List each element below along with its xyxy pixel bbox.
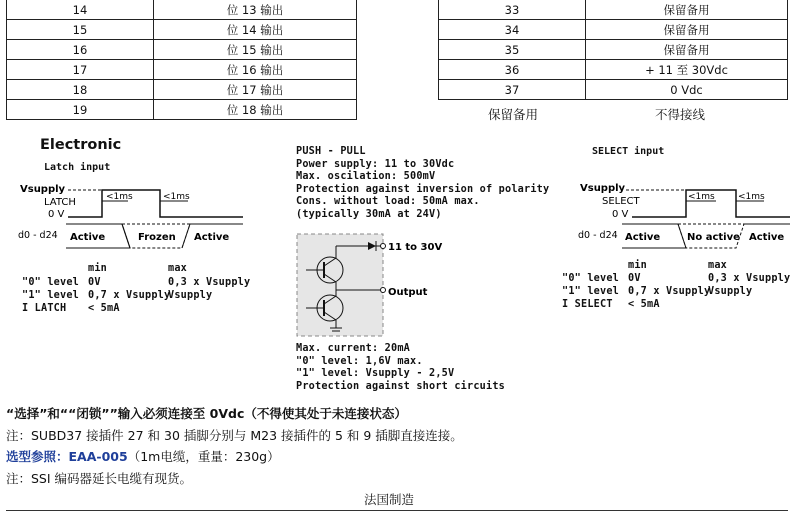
- pin-number-cell: 37: [439, 80, 586, 100]
- select-timing-diagram: [560, 176, 792, 256]
- table-row: [7, 60, 357, 80]
- select-zero-v-label: 0 V: [612, 209, 629, 220]
- latch-active-1: Active: [70, 232, 106, 243]
- pin-signal-cell: 位 15 输出: [154, 40, 357, 60]
- select-min-header: min: [628, 260, 648, 271]
- select-level1-max: Vsupply: [708, 286, 753, 297]
- select-active-1: Active: [625, 232, 661, 243]
- pushpull-bottom-4: Protection against short circuits: [296, 380, 506, 392]
- pin-number-cell: 14: [7, 0, 154, 20]
- latch-current-label: I LATCH: [22, 303, 67, 314]
- ref-desc: （1m电缆，重量：230g）: [127, 449, 280, 464]
- pushpull-bottom-1: Max. current: 20mA: [296, 343, 411, 354]
- ordering-reference: [6, 447, 280, 465]
- made-in-france: 法国制造: [364, 492, 415, 507]
- latch-level0-label: "0" level: [22, 277, 80, 288]
- table-row: [439, 80, 788, 100]
- pin-signal-cell: 位 16 输出: [154, 60, 357, 80]
- latch-subtitle: Latch input: [44, 162, 111, 173]
- pin-signal-cell: 位 18 输出: [154, 100, 357, 120]
- latch-current-value: < 5mA: [88, 303, 120, 314]
- latch-active-2: Active: [194, 232, 230, 243]
- pin-signal-cell: 保留备用: [586, 20, 788, 40]
- latch-level0-min: 0V: [88, 277, 101, 288]
- pushpull-line-3: Protection against inversion of polarity: [296, 183, 550, 195]
- table-row: [439, 20, 788, 40]
- pin-signal-cell: 位 17 输出: [154, 80, 357, 100]
- pushpull-line-4: Cons. without load: 50mA max.: [296, 196, 480, 207]
- pin-number-cell: 34: [439, 20, 586, 40]
- pushpull-output-label: Output: [388, 287, 428, 298]
- table-row: [7, 0, 357, 20]
- table-row: [7, 20, 357, 40]
- select-subtitle: SELECT input: [592, 146, 665, 157]
- table-row: [439, 0, 788, 20]
- select-no-active: No active: [687, 232, 740, 243]
- pin-number-cell: 15: [7, 20, 154, 40]
- select-t1-label: <1ms: [688, 192, 715, 202]
- latch-min-header: min: [88, 263, 108, 274]
- pushpull-title: PUSH - PULL: [296, 146, 366, 157]
- right-table-footer-left: 保留备用: [488, 107, 539, 122]
- select-signal-label: SELECT: [602, 196, 640, 207]
- ref-model: EAA-005: [68, 449, 128, 464]
- right-pin-table: [438, 0, 788, 100]
- latch-level0-max: 0,3 x Vsupply: [168, 277, 251, 288]
- connection-warning: “选择”和““闭锁””输入必须连接至 0Vdc（不得使其处于未连接状态）: [6, 406, 407, 421]
- pushpull-supply-label: 11 to 30V: [388, 242, 443, 253]
- note-connector-pins: 注：SUBD37 接插件 27 和 30 插脚分别与 M23 接插件的 5 和 9 插脚直接连接。: [6, 428, 463, 443]
- latch-data-label: d0 - d24: [18, 230, 58, 241]
- latch-level1-min: 0,7 x Vsupply: [88, 290, 171, 301]
- pin-number-cell: 36: [439, 60, 586, 80]
- pushpull-line-2: Max. oscilation: 500mV: [296, 171, 436, 182]
- select-current-label: I SELECT: [562, 299, 613, 310]
- select-data-label: d0 - d24: [578, 230, 618, 241]
- pin-number-cell: 17: [7, 60, 154, 80]
- latch-t1-label: <1ms: [106, 192, 133, 202]
- ref-label: 选型参照：: [6, 449, 69, 464]
- latch-frozen: Frozen: [138, 232, 176, 243]
- footer-divider: [6, 510, 788, 511]
- pin-number-cell: 33: [439, 0, 586, 20]
- latch-level1-max: Vsupply: [168, 290, 213, 301]
- pin-number-cell: 35: [439, 40, 586, 60]
- select-t2-label: <1ms: [738, 192, 765, 202]
- pin-signal-cell: 0 Vdc: [586, 80, 788, 100]
- table-row: [7, 100, 357, 120]
- pushpull-line-5: (typically 30mA at 24V): [296, 208, 442, 220]
- pushpull-circuit: [296, 232, 446, 340]
- pushpull-specs: [296, 146, 549, 221]
- latch-level1-label: "1" level: [22, 290, 80, 301]
- pin-signal-cell: 保留备用: [586, 40, 788, 60]
- select-level1-label: "1" level: [562, 286, 620, 297]
- select-current-value: < 5mA: [628, 299, 660, 310]
- pin-number-cell: 16: [7, 40, 154, 60]
- select-level1-min: 0,7 x Vsupply: [628, 286, 711, 297]
- pushpull-output-specs: [296, 343, 505, 393]
- pin-signal-cell: 保留备用: [586, 0, 788, 20]
- latch-zero-v-label: 0 V: [48, 209, 65, 220]
- table-row: [439, 60, 788, 80]
- note-cable-stock: 注：SSI 编码器延长电缆有现货。: [6, 471, 193, 486]
- latch-t2-label: <1ms: [163, 192, 190, 202]
- select-active-2: Active: [749, 232, 785, 243]
- pin-signal-cell: 位 13 输出: [154, 0, 357, 20]
- right-table-footer-right: 不得接线: [655, 107, 706, 122]
- table-row: [439, 40, 788, 60]
- select-level0-min: 0V: [628, 273, 641, 284]
- table-row: [7, 80, 357, 100]
- pushpull-bottom-2: "0" level: 1,6V max.: [296, 355, 423, 367]
- left-pin-table: [6, 0, 357, 120]
- pin-signal-cell: + 11 至 30Vdc: [586, 60, 788, 80]
- select-vsupply-label: Vsupply: [580, 183, 626, 194]
- latch-timing-diagram: [18, 176, 248, 256]
- pushpull-bottom-3: "1" level: Vsupply - 2,5V: [296, 368, 455, 379]
- pushpull-line-1: Power supply: 11 to 30Vdc: [296, 158, 455, 170]
- pin-number-cell: 18: [7, 80, 154, 100]
- latch-vsupply-label: Vsupply: [20, 184, 66, 195]
- select-max-header: max: [708, 260, 728, 271]
- pin-number-cell: 19: [7, 100, 154, 120]
- pin-signal-cell: 位 14 输出: [154, 20, 357, 40]
- select-level0-max: 0,3 x Vsupply: [708, 273, 791, 284]
- table-row: [7, 40, 357, 60]
- latch-signal-label: LATCH: [44, 197, 76, 208]
- latch-max-header: max: [168, 263, 188, 274]
- electronic-title: Electronic: [40, 137, 122, 153]
- select-level0-label: "0" level: [562, 273, 620, 284]
